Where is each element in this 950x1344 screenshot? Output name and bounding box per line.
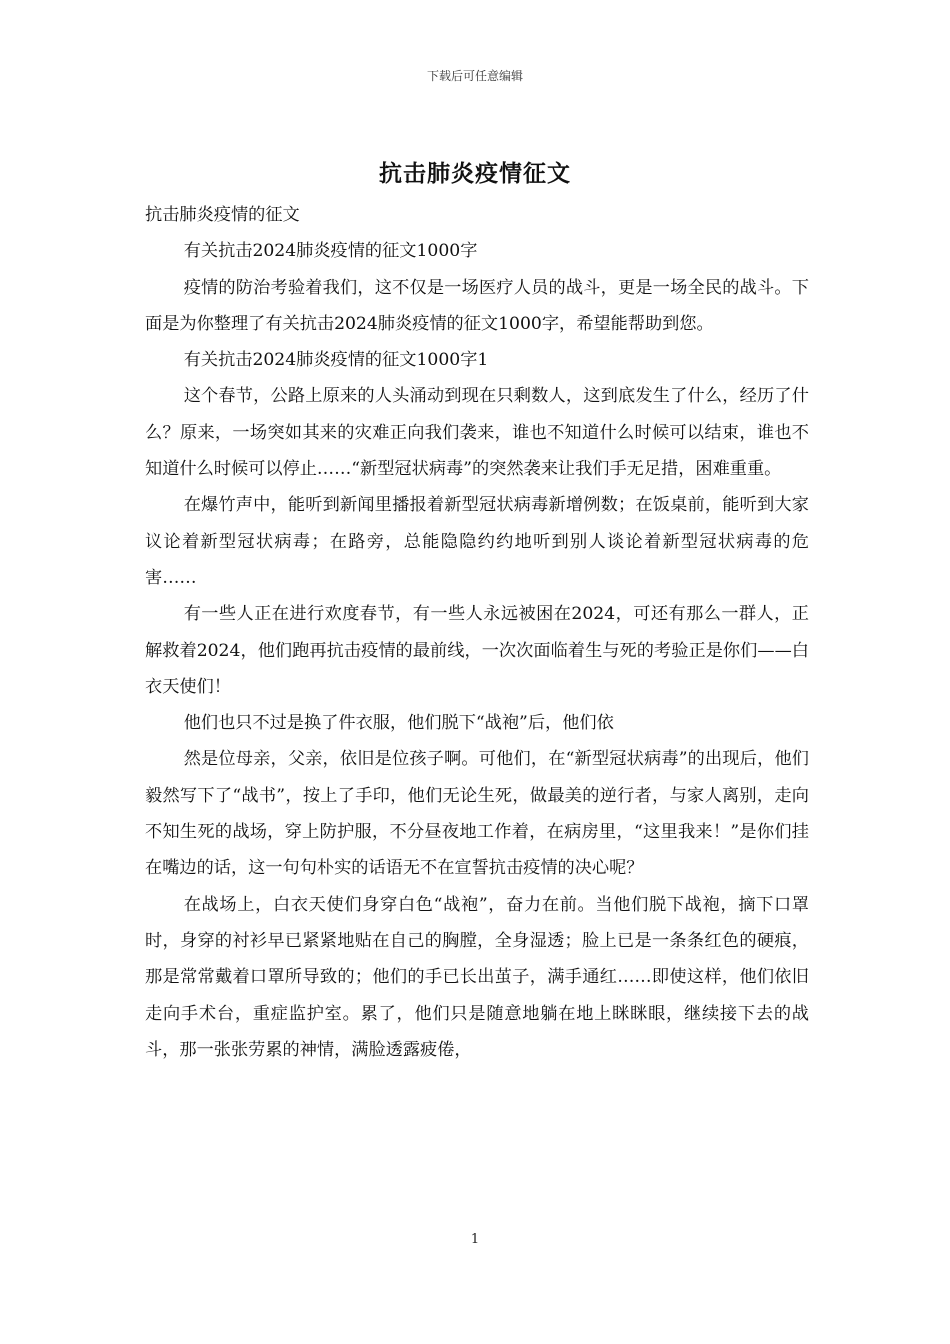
body-paragraph: 在爆竹声中，能听到新闻里播报着新型冠状病毒新增例数；在饭桌前，能听到大家议论着新型冠状病毒；在路旁，总能隐隐约约地听到别人谈论着新型冠状病毒的危害……: [145, 495, 809, 588]
body-paragraph: 有关抗击2024肺炎疫情的征文1000字1: [183, 350, 489, 371]
document-title: 抗击肺炎疫情征文: [379, 160, 571, 187]
body-paragraph: 然是位母亲，父亲，依旧是位孩子啊。可他们，在“新型冠状病毒”的出现后，他们毅然写下了“战书”，按上了手印，他们无论生死，做最美的逆行者，与家人离别，走向不知生死的战场，穿上防护服，不分昼夜地工作着，在病房里，“这里我来！”是你们挂在嘴边的话，这一句句朴实的话语无不在宣誓抗击疫情的决心呢？: [145, 749, 809, 879]
header-note: 下载后可任意编辑: [426, 69, 523, 83]
body-paragraph: 他们也只不过是换了件衣服，他们脱下“战袍”后，他们依: [183, 713, 614, 734]
body-paragraph: 有一些人正在进行欢度春节，有一些人永远被困在2024，可还有那么一群人，正解救着2024，他们跑再抗击疫情的最前线，一次次面临着生与死的考验正是你们——白衣天使们！: [145, 604, 809, 697]
body-paragraph: 抗击肺炎疫情的征文: [145, 205, 300, 225]
page-number: 1: [470, 1232, 480, 1247]
body-paragraph: 疫情的防治考验着我们，这不仅是一场医疗人员的战斗，更是一场全民的战斗。下面是为你整理了有关抗击2024肺炎疫情的征文1000字，希望能帮助到您。: [145, 277, 809, 334]
document-body: [145, 197, 809, 1068]
body-paragraph: 有关抗击2024肺炎疫情的征文1000字: [183, 241, 478, 262]
body-paragraph: 这个春节，公路上原来的人头涌动到现在只剩数人，这到底发生了什么，经历了什么？原来，一场突如其来的灾难正向我们袭来，谁也不知道什么时候可以结束，谁也不知道什么时候可以停止……“新型冠状病毒”的突然袭来让我们手无足措，困难重重。: [145, 386, 809, 480]
body-paragraph: 在战场上，白衣天使们身穿白色“战袍”，奋力在前。当他们脱下战袍，摘下口罩时，身穿的衬衫早已紧紧地贴在自己的胸膛，全身湿透；脸上已是一条条红色的硬痕，那是常常戴着口罩所导致的；他们的手已长出茧子，满手通红……即使这样，他们依旧走向手术台，重症监护室。累了，他们只是随意地躺在地上眯眯眼，继续接下去的战斗，那一张张劳累的神情，满脸透露疲倦，: [145, 894, 809, 1060]
